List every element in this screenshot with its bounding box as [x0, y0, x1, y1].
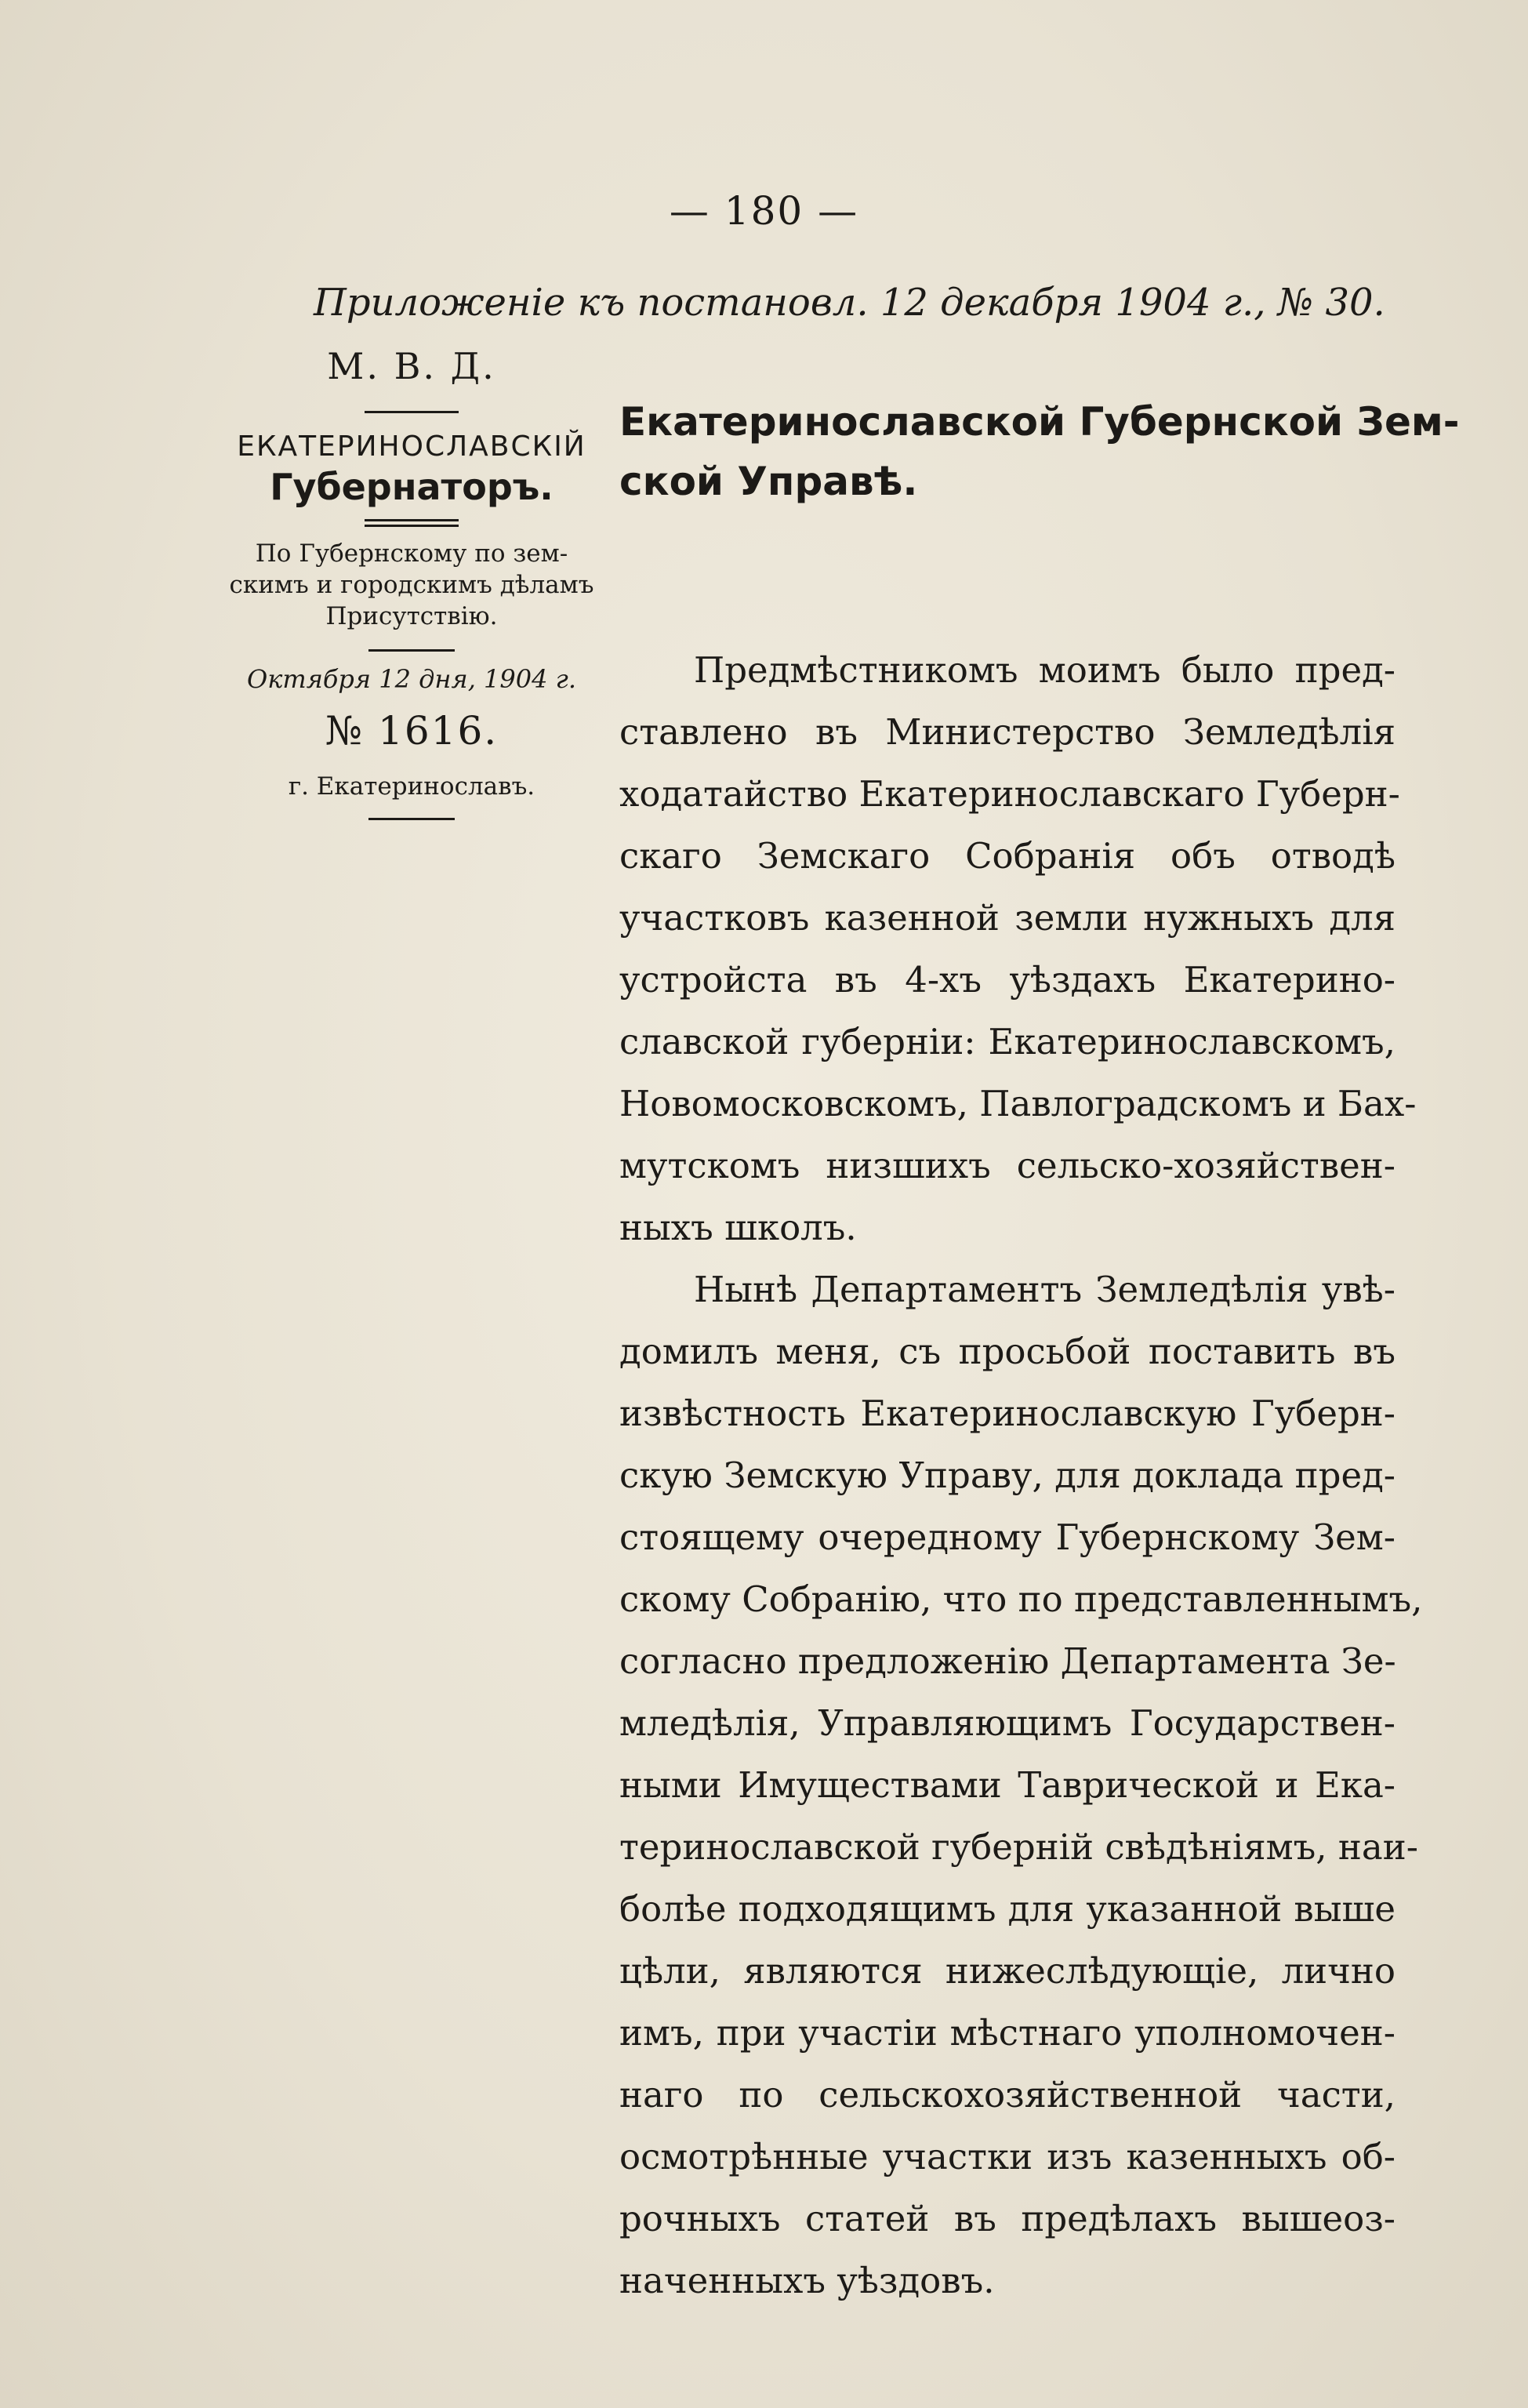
body-line: Новомосковскомъ, Павлоградскомъ и Бах-: [619, 1083, 1417, 1124]
ministry-abbreviation: М. В. Д.: [327, 345, 496, 387]
body-line: болѣе подходящимъ для указанной выше: [619, 1888, 1396, 1930]
body-line: рочныхъ статей въ предѣлахъ вышеоз-: [619, 2198, 1396, 2239]
body-line: теринославской губернiй свѣдѣнiямъ, наи-: [619, 1826, 1418, 1868]
governor-title: Губернаторъ.: [270, 466, 553, 508]
body-line: скаго Земскаго Собранiя объ отводѣ: [619, 835, 1396, 877]
body-line: скому Собранiю, что по представленнымъ,: [619, 1578, 1423, 1620]
body-line: ставлено въ Министерство Земледѣлiя: [619, 711, 1396, 753]
page-number: — 180 —: [669, 188, 859, 234]
letter-body: [619, 639, 1423, 2312]
document-place: г. Екатеринославъ.: [288, 772, 535, 801]
body-line: наго по сельскохозяйственной части,: [619, 2074, 1396, 2116]
body-line: Предмѣстникомъ моимъ было пред-: [694, 649, 1396, 691]
body-line: устройста въ 4-хъ уѣздахъ Екатерино-: [619, 959, 1396, 1001]
governorate-name: ЕКАТЕРИНОСЛАВСКIЙ: [237, 430, 586, 463]
body-line: мутскомъ низшихъ сельско-хозяйствен-: [619, 1145, 1396, 1186]
presence-line: Присутствiю.: [325, 602, 498, 630]
divider: [365, 411, 459, 413]
body-line: осмотрѣнные участки изъ казенныхъ об-: [619, 2136, 1396, 2177]
body-line: ными Имуществами Таврической и Ека-: [619, 1764, 1396, 1806]
presence-line: По Губернскому по зем-: [255, 539, 568, 568]
double-divider: [365, 519, 459, 527]
body-line: участковъ казенной земли нужныхъ для: [619, 897, 1396, 939]
body-line: ныхъ школъ.: [619, 1207, 857, 1248]
body-line: стоящему очередному Губернскому Зем-: [619, 1516, 1396, 1558]
body-line: наченныхъ уѣздовъ.: [619, 2260, 995, 2301]
body-line: извѣстность Екатеринославскую Губерн-: [619, 1393, 1396, 1434]
body-line: мледѣлiя, Управляющимъ Государствен-: [619, 1702, 1396, 1744]
body-line: домилъ меня, съ просьбой поставить въ: [619, 1331, 1396, 1372]
body-line: славской губернiи: Екатеринославскомъ,: [619, 1021, 1396, 1062]
divider: [368, 818, 455, 820]
document-date: Октября 12 дня, 1904 г.: [247, 664, 576, 694]
body-line: ходатайство Екатеринославскаго Губерн-: [619, 773, 1400, 815]
body-line: цѣли, являются нижеслѣдующiе, лично: [619, 1950, 1396, 1992]
body-line: согласно предложенiю Департамента Зе-: [619, 1640, 1396, 1682]
body-line: имъ, при участiи мѣстнаго уполномочен-: [619, 2012, 1396, 2054]
document-number: № 1616.: [325, 708, 499, 754]
addressee-line: Екатеринославской Губернской Зем-: [619, 399, 1460, 445]
body-line: скую Земскую Управу, для доклада пред-: [619, 1455, 1396, 1496]
appendix-reference: Приложенiе къ постановл. 12 декабря 1904 г., № 30.: [314, 281, 1385, 325]
presence-department: [212, 538, 612, 632]
divider: [368, 649, 455, 652]
body-line: Нынѣ Департаментъ Земледѣлiя увѣ-: [694, 1269, 1396, 1310]
presence-line: скимъ и городскимъ дѣламъ: [229, 571, 594, 599]
addressee-line: ской Управѣ.: [619, 459, 918, 504]
addressee: [619, 392, 1460, 511]
sender-block: [212, 345, 612, 833]
